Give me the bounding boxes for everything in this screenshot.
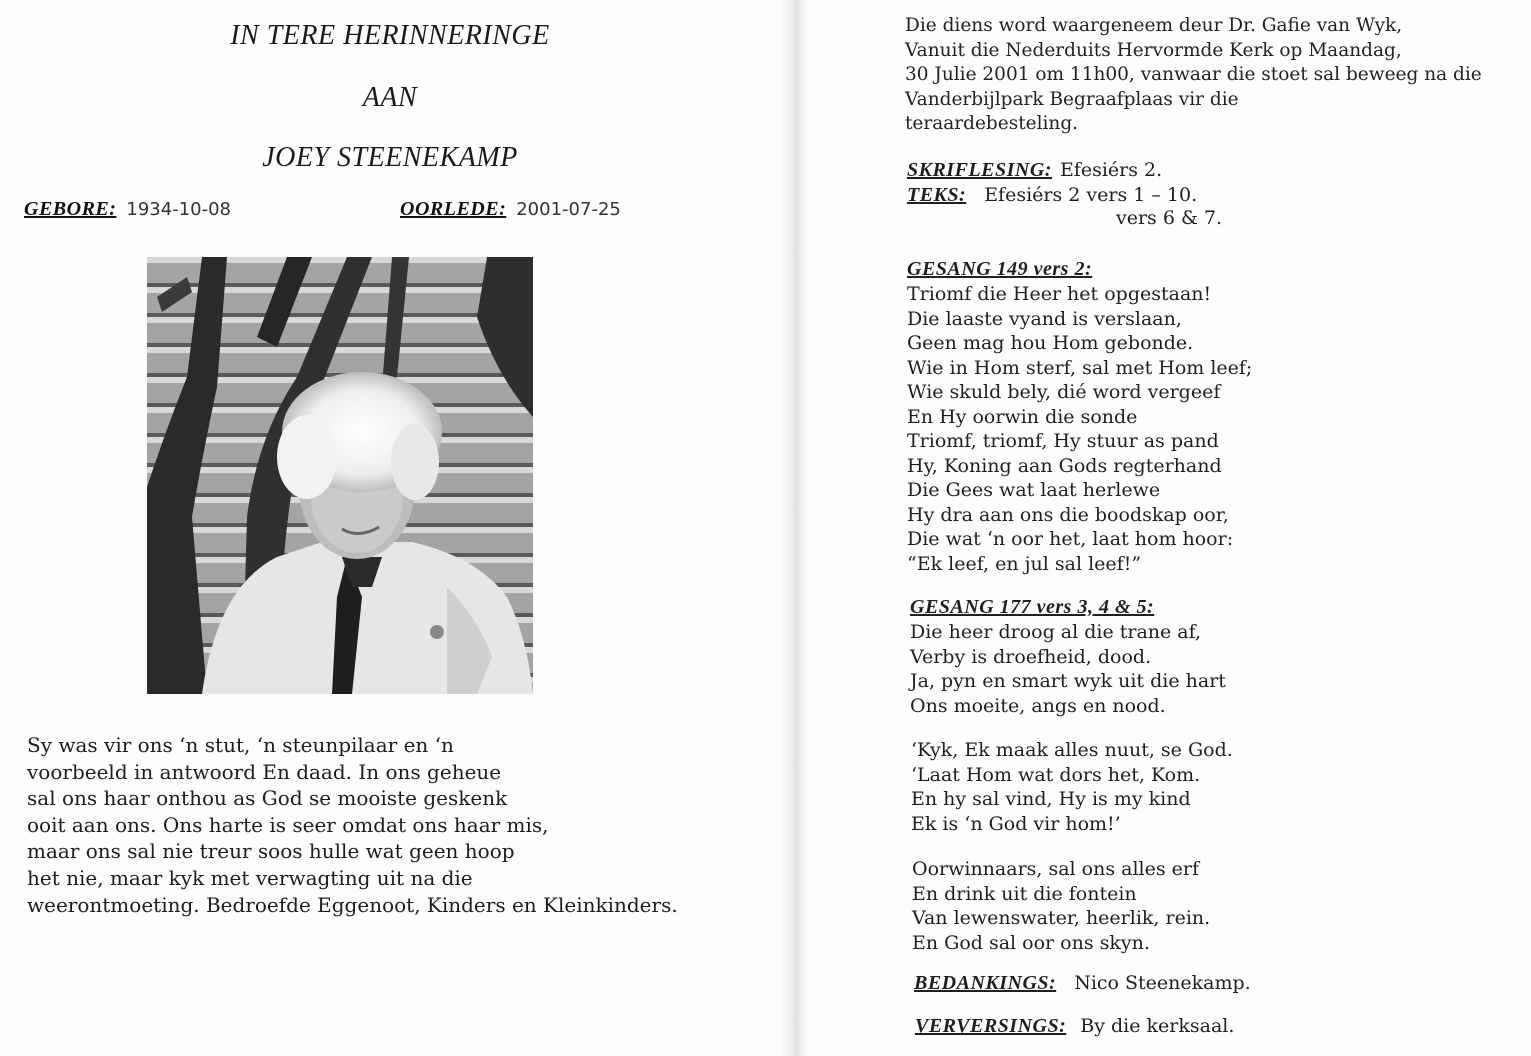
intro-line: Vanuit die Nederduits Hervormde Kerk op Maandag,	[905, 39, 1402, 61]
tribute-line: Sy was vir ons ‘n stut, ‘n steunpilaar en ‘n	[27, 733, 454, 757]
acknowledgements-label: BEDANKINGS:	[914, 972, 1057, 994]
intro-line: Die diens word waargeneem deur Dr. Gafie van Wyk,	[905, 15, 1403, 36]
lyric-line: En drink uit die fontein	[912, 882, 1137, 905]
acknowledgements	[914, 972, 1251, 995]
tribute-text	[27, 732, 767, 918]
lyric-line: Hy dra aan ons die boodskap oor,	[907, 503, 1229, 526]
acknowledgements-value: Nico Steenekamp.	[1074, 972, 1251, 994]
lyric-line: Verby is droefheid, dood.	[910, 645, 1152, 668]
lyric-line: Ja, pyn en smart wyk uit die hart	[910, 670, 1226, 692]
tribute-line: weerontmoeting. Bedroefde Eggenoot, Kinders en Kleinkinders.	[27, 892, 678, 917]
sermon-text-value: Efesiérs 2 vers 1 – 10.	[984, 184, 1198, 206]
hymn-177-stanza-2	[911, 738, 1233, 836]
sermon-text-verses: vers 6 & 7.	[1116, 207, 1223, 229]
hymn-177-label: GESANG 177 vers 3, 4 & 5:	[910, 596, 1155, 618]
lyric-line: Die Gees wat laat herlewe	[907, 479, 1161, 501]
intro-line: teraardebesteling.	[905, 113, 1079, 135]
birth-label: GEBORE:	[24, 198, 117, 220]
lyric-line: Die wat ‘n oor het, laat hom hoor:	[907, 528, 1234, 550]
birth-date: 1934-10-08	[126, 199, 232, 220]
tribute-line: maar ons sal nie treur soos hulle wat geen hoop	[27, 839, 515, 864]
scripture-reading-value: Efesiérs 2.	[1059, 159, 1163, 181]
lyric-line: Ons moeite, angs en nood.	[910, 694, 1166, 717]
scripture-reading-label: SKRIFLESING:	[907, 159, 1052, 181]
sermon-text-label: TEKS:	[907, 184, 967, 206]
lyric-line: Die laaste vyand is verslaan,	[907, 307, 1182, 330]
page-fold	[780, 0, 810, 1056]
lyric-line: En hy sal vind, Hy is my kind	[911, 788, 1191, 810]
refreshments-label: VERVERSINGS:	[915, 1015, 1067, 1037]
memorial-heading-aan: AAN	[362, 82, 418, 113]
lyric-line: Oorwinnaars, sal ons alles erf	[912, 858, 1200, 880]
lyric-line: Geen mag hou Hom gebonde.	[907, 332, 1194, 354]
birth-date-row	[24, 198, 231, 221]
refreshments-value: By die kerksaal.	[1080, 1015, 1235, 1037]
lyric-line: ‘Kyk, Ek maak alles nuut, se God.	[911, 739, 1233, 761]
lyric-line: Triomf die Heer het opgestaan!	[907, 283, 1212, 305]
death-date-row	[400, 198, 621, 221]
memorial-heading: IN TERE HERINNERINGE	[230, 20, 550, 51]
tribute-line: sal ons haar onthou as God se mooiste geskenk	[27, 786, 508, 811]
lyric-line: Wie skuld bely, dié word vergeef	[907, 381, 1221, 403]
lyric-line: Van lewenswater, heerlik, rein.	[912, 907, 1211, 929]
lyric-line: En Hy oorwin die sonde	[907, 405, 1138, 428]
lyric-line: ‘Laat Hom wat dors het, Kom.	[911, 763, 1201, 786]
hymn-149-heading	[907, 258, 1100, 281]
intro-line: Vanderbijlpark Begraafplaas vir die	[905, 88, 1239, 110]
hymn-177-stanza-1	[910, 620, 1226, 718]
lyric-line: Wie in Hom sterf, sal met Hom leef;	[907, 356, 1253, 379]
lyric-line: En God sal oor ons skyn.	[912, 931, 1150, 954]
intro-line: 30 Julie 2001 om 11h00, vanwaar die stoet sal beweeg na die	[905, 64, 1482, 86]
lyric-line: Ek is ‘n God vir hom!’	[911, 812, 1121, 835]
death-label: OORLEDE:	[400, 198, 507, 220]
lyric-line: Triomf, triomf, Hy stuur as pand	[907, 430, 1219, 452]
sermon-text	[907, 184, 1197, 207]
hymn-177-heading	[910, 596, 1162, 619]
refreshments	[915, 1015, 1234, 1038]
tribute-line: ooit aan ons. Ons harte is seer omdat ons haar mis,	[27, 812, 549, 837]
tribute-line: het nie, maar kyk met verwagting uit na die	[27, 865, 473, 890]
death-date: 2001-07-25	[516, 199, 621, 220]
hymn-149-label: GESANG 149 vers 2:	[907, 258, 1093, 280]
scripture-reading	[907, 159, 1162, 182]
hymn-149-lyrics	[907, 282, 1252, 576]
tribute-line: voorbeeld in antwoord En daad. In ons geheue	[27, 759, 502, 784]
lyric-line: Die heer droog al die trane af,	[910, 621, 1202, 643]
lyric-line: “Ek leef, en jul sal leef!”	[907, 552, 1142, 575]
deceased-name: JOEY STEENEKAMP	[262, 142, 518, 173]
portrait-photo-image	[147, 257, 533, 694]
portrait-photo	[147, 257, 533, 694]
lyric-line: Hy, Koning aan Gods regterhand	[907, 454, 1222, 477]
service-intro	[905, 14, 1531, 137]
hymn-177-stanza-3	[912, 857, 1210, 955]
